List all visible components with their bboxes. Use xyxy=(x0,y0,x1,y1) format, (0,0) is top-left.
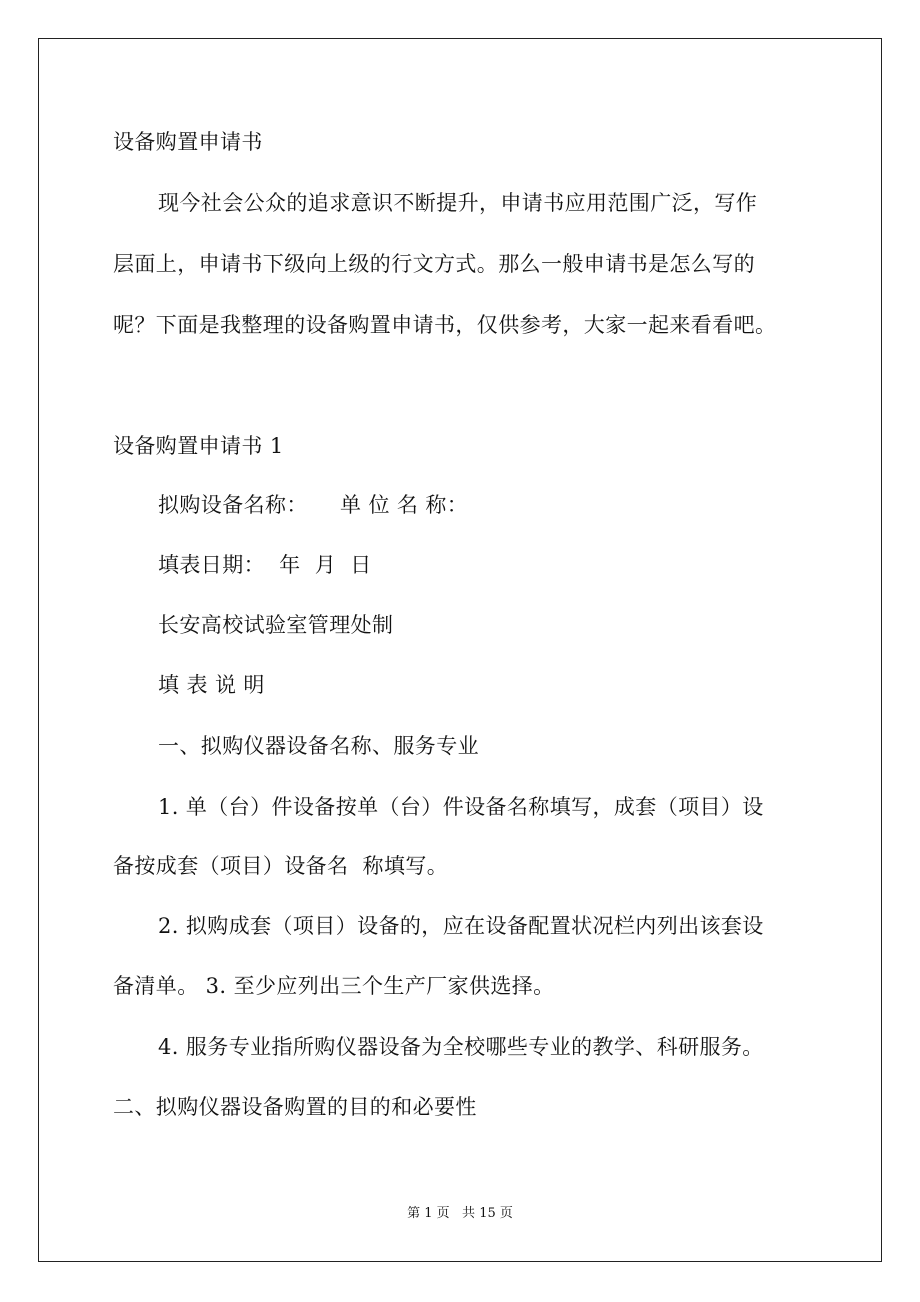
section-title: 设备购置申请书 1 xyxy=(113,434,284,458)
item2-heading: 二、拟购仪器设备购置的目的和必要性 xyxy=(113,1095,477,1119)
intro-line-1: 现今社会公众的追求意识不断提升，申请书应用范围广泛，写作 xyxy=(158,191,758,215)
item1-heading: 一、拟购仪器设备名称、服务专业 xyxy=(158,734,479,758)
intro-line-3: 呢？下面是我整理的设备购置申请书，仅供参考，大家一起来看看吧。 xyxy=(113,313,777,337)
body-line-4: 备清单。 3. 至少应列出三个生产厂家供选择。 xyxy=(113,974,555,998)
body-line-1: 1. 单（台）件设备按单（台）件设备名称填写，成套（项目）设 xyxy=(158,795,764,819)
instructions-heading: 填 表 说 明 xyxy=(158,673,265,697)
unit-name-label: 单 位 名 称： xyxy=(339,493,469,517)
page-border xyxy=(38,38,882,1262)
maker-line: 长安高校试验室管理处制 xyxy=(158,613,394,637)
intro-line-2: 层面上，申请书下级向上级的行文方式。那么一般申请书是怎么写的 xyxy=(113,252,755,276)
body-line-3: 2. 拟购成套（项目）设备的，应在设备配置状况栏内列出该套设 xyxy=(158,914,764,938)
device-name-label: 拟购设备名称： xyxy=(158,493,308,517)
page-footer: 第 1 页 共 15 页 xyxy=(407,1206,513,1221)
device-name-row xyxy=(158,490,468,520)
document-title: 设备购置申请书 xyxy=(113,130,263,154)
fill-date-line: 填表日期： 年 月 日 xyxy=(158,553,372,577)
body-line-5: 4. 服务专业指所购仪器设备为全校哪些专业的教学、科研服务。 xyxy=(158,1035,764,1059)
body-line-2: 备按成套（项目）设备名 称填写。 xyxy=(113,854,449,878)
